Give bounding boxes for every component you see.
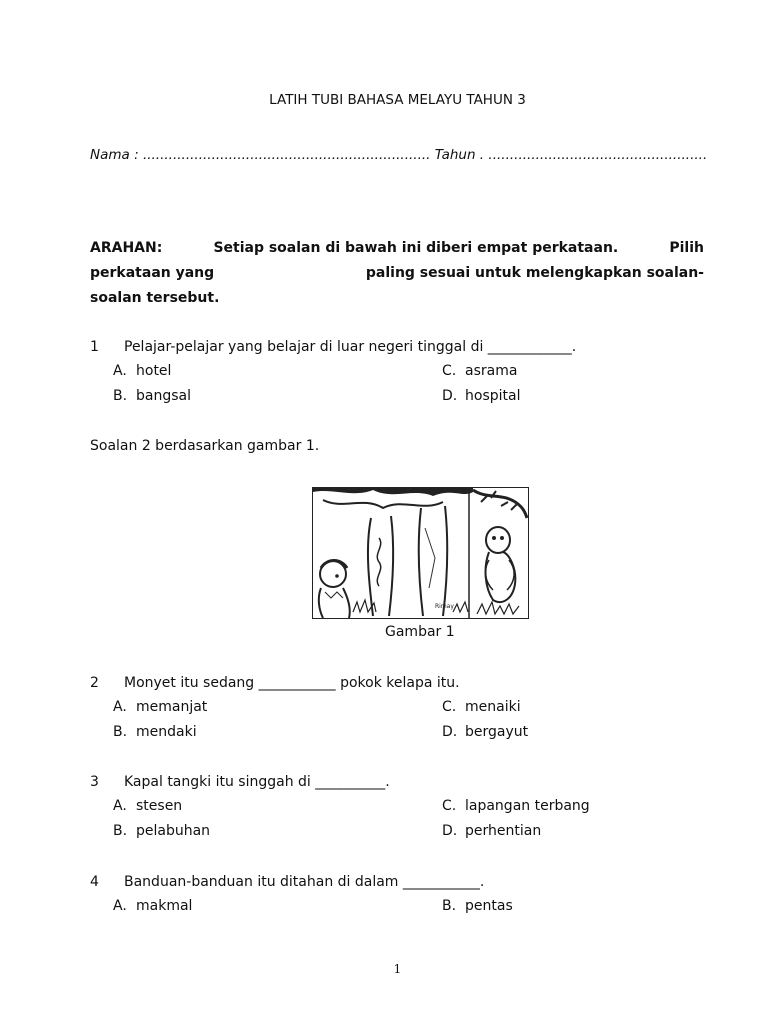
option-letter: B. [442, 898, 457, 914]
question-text: Banduan-banduan itu ditahan di dalam ___________. [124, 874, 485, 890]
gambar-1-illustration [312, 487, 529, 619]
question-text: Kapal tangki itu singgah di __________. [124, 774, 390, 790]
option-letter: D. [442, 823, 458, 839]
tahun-label: Tahun . [434, 147, 485, 163]
option-letter: B. [113, 388, 128, 404]
option-text: pelabuhan [136, 823, 211, 839]
question-number: 1 [90, 339, 99, 355]
question-number: 2 [90, 675, 99, 691]
instruction-text-4: paling sesuai untuk melengkapkan soalan- [365, 265, 704, 281]
page-title: LATIH TUBI BAHASA MELAYU TAHUN 3 [269, 92, 526, 108]
option-text: stesen [136, 798, 183, 814]
question-number: 3 [90, 774, 99, 790]
option-text: menaiki [465, 699, 521, 715]
option-letter: A. [113, 898, 127, 914]
option-letter: C. [442, 699, 457, 715]
instruction-heading: ARAHAN: [90, 240, 163, 256]
name-field-line [90, 147, 707, 163]
artist-signature: Rimay [435, 603, 454, 610]
option-text: hotel [136, 363, 172, 379]
question-text: Pelajar-pelajar yang belajar di luar negeri tinggal di ____________. [124, 339, 577, 355]
option-text: makmal [136, 898, 193, 914]
option-text: lapangan terbang [465, 798, 590, 814]
option-text: hospital [465, 388, 521, 404]
instructions [90, 236, 704, 311]
option-letter: D. [442, 724, 458, 740]
tahun-dots: ................................................... [488, 147, 708, 163]
instruction-text-3: perkataan yang [90, 265, 215, 281]
option-text: memanjat [136, 699, 208, 715]
option-letter: A. [113, 363, 127, 379]
page-number: 1 [393, 962, 402, 976]
option-text: mendaki [136, 724, 197, 740]
question-text: Monyet itu sedang ___________ pokok kelapa itu. [124, 675, 460, 691]
option-text: bergayut [465, 724, 529, 740]
option-letter: B. [113, 724, 128, 740]
nama-label: Nama : [90, 147, 139, 163]
option-letter: D. [442, 388, 458, 404]
option-text: pentas [465, 898, 513, 914]
option-letter: B. [113, 823, 128, 839]
picture-intro: Soalan 2 berdasarkan gambar 1. [90, 438, 320, 454]
option-text: bangsal [136, 388, 191, 404]
jungle-drawing [313, 488, 528, 618]
instruction-text-5: soalan tersebut. [90, 290, 220, 306]
instruction-text-1: Setiap soalan di bawah ini diberi empat perkataan. [213, 240, 619, 256]
option-text: perhentian [465, 823, 542, 839]
option-letter: A. [113, 699, 127, 715]
option-letter: C. [442, 363, 457, 379]
option-letter: A. [113, 798, 127, 814]
option-text: asrama [465, 363, 518, 379]
option-letter: C. [442, 798, 457, 814]
nama-dots: ................................................................... [142, 147, 431, 163]
instruction-text-2: Pilih [669, 240, 704, 256]
question-number: 4 [90, 874, 99, 890]
picture-caption: Gambar 1 [385, 624, 455, 640]
